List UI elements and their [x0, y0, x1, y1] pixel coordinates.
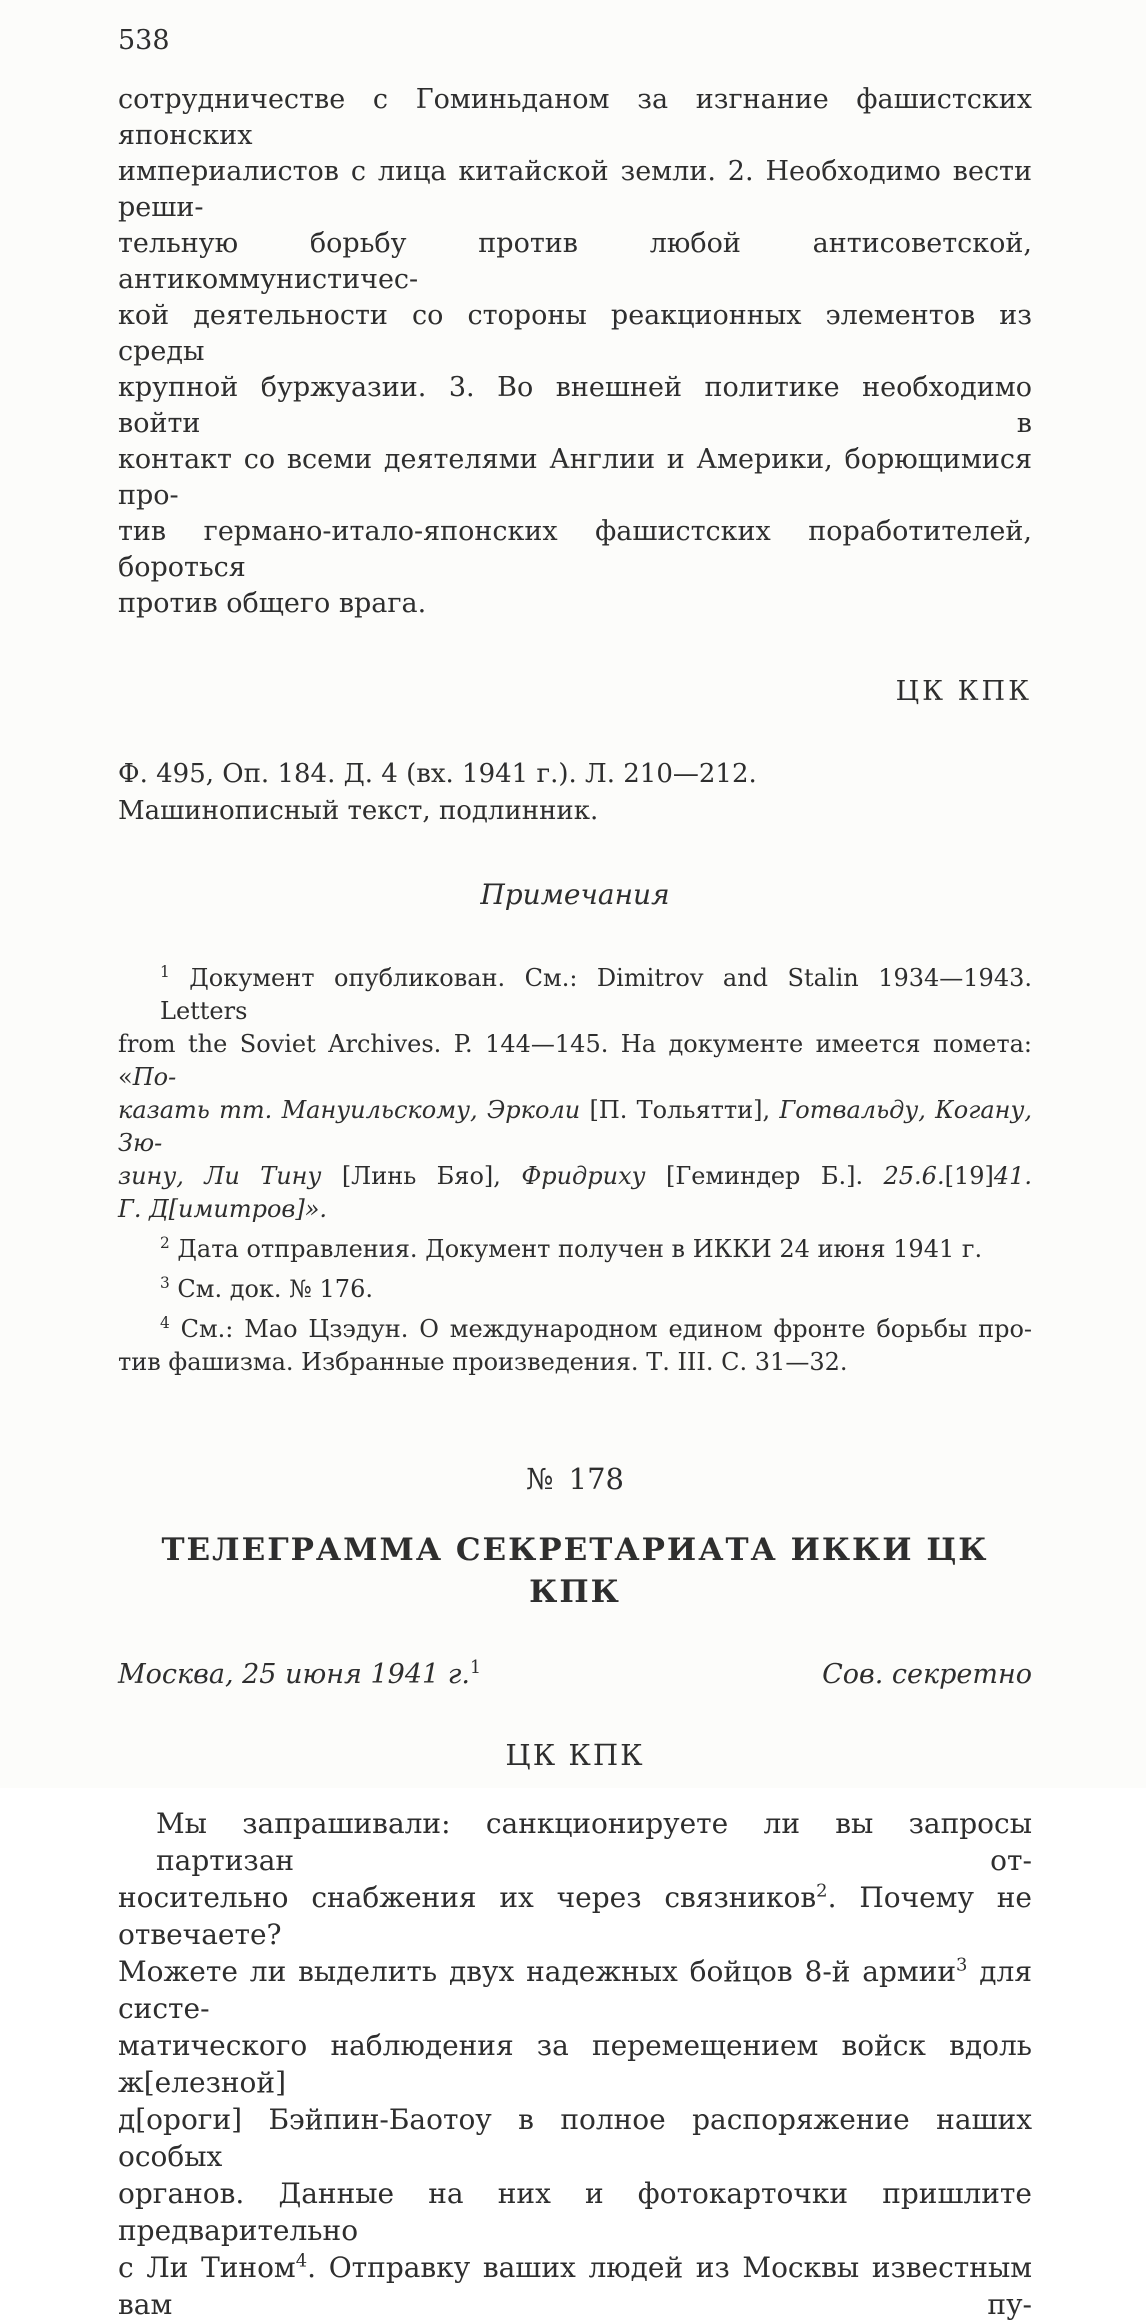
footnote-2: [118, 1233, 1032, 1266]
text-line: казать тт. Мануильскому, Эрколи [П. Тольятти], Готвальду, Когану, Зю-: [118, 1096, 1032, 1157]
addressee-heading: ЦК КПК: [505, 1738, 645, 1772]
text-line: тив германо-итало-японских фашистских поработителей, бороться: [118, 516, 1032, 583]
dateline: Москва, 25 июня 1941 г.$^1$: [118, 1658, 481, 1690]
text-line: from the Soviet Archives. P. 144—145. На документе имеется помета: «По-: [118, 1030, 1032, 1091]
text-line: носительно снабжения их через связников$^2$. Почему не отвечаете?: [118, 1880, 1032, 1951]
text-line: крупной буржуазии. 3. Во внешней политике необходимо войти в: [118, 372, 1032, 439]
source-note: Машинописный текст, подлинник.: [118, 796, 599, 826]
telegram-body: [118, 1805, 1032, 2323]
text-line: Г. Д[имитров]».: [118, 1195, 328, 1223]
document-number: № 178: [525, 1462, 624, 1496]
text-line: $^1$ Документ опубликован. См.: Dimitrov and Stalin 1934—1943. Letters: [160, 963, 1032, 1025]
page-number: 538: [118, 25, 170, 56]
text-line: $^2$ Дата отправления. Документ получен в ИККИ 24 июня 1941 г.: [160, 1234, 983, 1263]
text-line: сотрудничестве с Гоминьданом за изгнание фашистских японских: [118, 84, 1032, 151]
text-line: Мы запрашивали: санкционируете ли вы запросы партизан от-: [156, 1807, 1032, 1877]
footnote-1: [118, 962, 1032, 1226]
text-line: кой деятельности со стороны реакционных элементов из среды: [118, 300, 1032, 367]
text-line: тив фашизма. Избранные произведения. Т. III. С. 31—32.: [118, 1348, 848, 1376]
archive-reference-block: [118, 756, 1032, 830]
text-line: матического наблюдения за перемещением войск вдоль ж[елезной]: [118, 2029, 1032, 2099]
text-line: против общего врага.: [118, 588, 427, 619]
text-line: д[ороги] Бэйпин-Баотоу в полное распоряжение наших особых: [118, 2103, 1032, 2173]
text-line: тельную борьбу против любой антисоветской, антикоммунистичес-: [118, 228, 1032, 295]
signature-line: ЦК КПК: [895, 676, 1032, 707]
text-line: Можете ли выделить двух надежных бойцов 8-й армии$^3$ для систе-: [118, 1954, 1032, 2025]
text-line: с Ли Тином$^4$. Отправку ваших людей из Москвы известным вам пу-: [118, 2250, 1033, 2321]
archive-reference: Ф. 495, Оп. 184. Д. 4 (вх. 1941 г.). Л. 210—212.: [118, 759, 757, 789]
document-title: ТЕЛЕГРАММА СЕКРЕТАРИАТА ИККИ ЦК КПК: [161, 1532, 989, 1610]
text-line: контакт со всеми деятелями Англии и Америки, борющимися про-: [118, 444, 1032, 511]
footnote-3: [118, 1273, 1032, 1306]
text-line: $^4$ См.: Мао Цзэдун. О международном едином фронте борьбы про-: [160, 1314, 1032, 1343]
continuation-paragraph: [118, 82, 1032, 622]
text-line: органов. Данные на них и фотокарточки пришлите предварительно: [118, 2177, 1032, 2247]
classification-stamp: Сов. секретно: [822, 1659, 1032, 1690]
footnote-4: [118, 1313, 1032, 1379]
text-line: зину, Ли Тину [Линь Бяо], Фридриху [Геминдер Б.]. 25.6.[19]41.: [118, 1162, 1033, 1190]
text-line: $^3$ См. док. № 176.: [160, 1274, 373, 1303]
text-line: империалистов с лица китайской земли. 2. Необходимо вести реши-: [118, 156, 1032, 223]
notes-heading: Примечания: [480, 878, 670, 911]
dateline-row: [118, 1657, 1032, 1693]
footnotes-section: [118, 962, 1032, 1379]
